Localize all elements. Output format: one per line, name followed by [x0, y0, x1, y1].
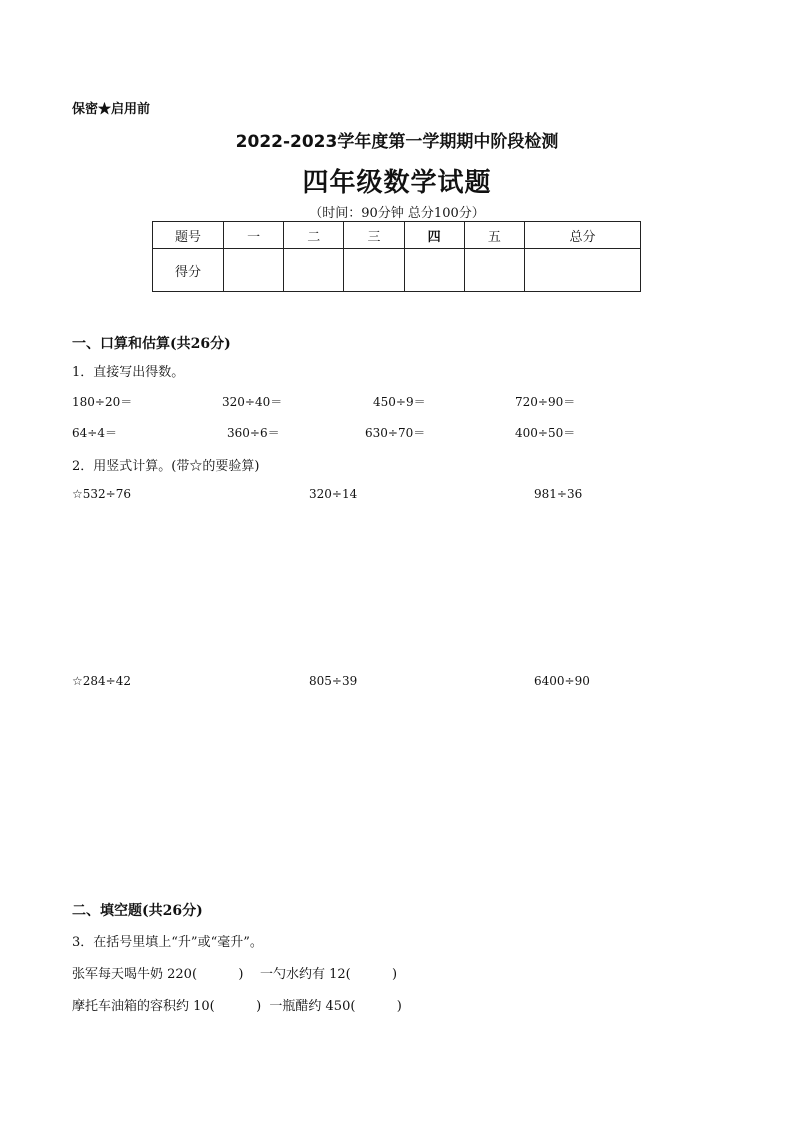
time-info: （时间：90分钟 总分100分）	[309, 206, 485, 221]
q1-expression: 180÷20＝	[72, 395, 133, 409]
q2-prompt: 2．用竖式计算。(带☆的要验算)	[72, 459, 260, 474]
q1-expression: 720÷90＝	[515, 395, 576, 409]
q2-expression: 6400÷90	[534, 674, 590, 688]
q2-expression: 805÷39	[309, 674, 358, 688]
q1-expression: 64÷4＝	[72, 426, 117, 440]
exam-title: 四年级数学试题	[302, 168, 492, 198]
q3-line: 摩托车油箱的容积约 10( ) 一瓶醋约 450( )	[72, 999, 402, 1014]
q2-expression: 981÷36	[534, 487, 583, 501]
q1-expression: 320÷40＝	[222, 395, 283, 409]
score-header-cell: 题号	[153, 222, 224, 249]
q1-expression: 630÷70＝	[365, 426, 426, 440]
q3-line: 张军每天喝牛奶 220( ) 一勺水约有 12( )	[72, 967, 398, 982]
score-header-cell: 三	[344, 222, 404, 249]
score-table	[152, 221, 641, 292]
section1-title: 一、口算和估算(共26分)	[72, 336, 231, 352]
score-cell	[464, 249, 524, 292]
score-header-cell: 四	[404, 222, 464, 249]
score-table-score-row	[153, 249, 641, 292]
q2-expression: 320÷14	[309, 487, 358, 501]
score-cell	[284, 249, 344, 292]
score-table-header-row	[153, 222, 641, 249]
score-header-cell: 二	[284, 222, 344, 249]
q1-expression: 360÷6＝	[227, 426, 280, 440]
score-header-cell: 五	[464, 222, 524, 249]
section2-title: 二、填空题(共26分)	[72, 903, 203, 919]
score-cell	[344, 249, 404, 292]
q1-expression: 400÷50＝	[515, 426, 576, 440]
confidential-label: 保密★启用前	[72, 102, 151, 117]
score-cell	[224, 249, 284, 292]
q2-expression: ☆532÷76	[72, 487, 131, 501]
score-cell	[524, 249, 640, 292]
q1-prompt: 1．直接写出得数。	[72, 365, 185, 380]
q2-expression: ☆284÷42	[72, 674, 131, 688]
exam-subtitle: 2022-2023学年度第一学期期中阶段检测	[235, 132, 559, 152]
score-header-cell: 总分	[524, 222, 640, 249]
score-header-cell: 一	[224, 222, 284, 249]
q3-prompt: 3．在括号里填上“升”或“毫升”。	[72, 935, 263, 950]
score-row-label: 得分	[153, 249, 224, 292]
score-cell	[404, 249, 464, 292]
q1-expression: 450÷9＝	[373, 395, 426, 409]
